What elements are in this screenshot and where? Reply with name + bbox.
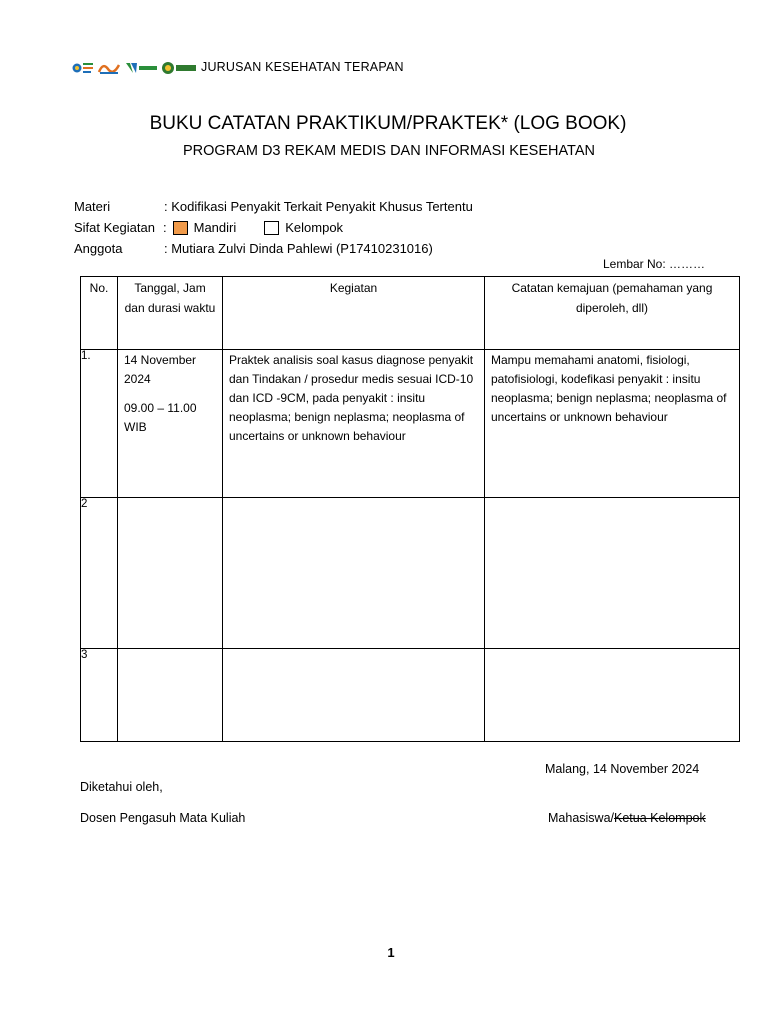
sifat-row xyxy=(74,217,473,238)
department-name: JURUSAN KESEHATAN TERAPAN xyxy=(201,60,404,74)
row-progress-cell[interactable] xyxy=(485,649,740,742)
activity-info xyxy=(74,196,473,259)
mandiri-checkbox[interactable] xyxy=(173,221,188,235)
materi-label: Materi xyxy=(74,199,111,214)
materi-row xyxy=(74,196,473,217)
document-header xyxy=(72,60,404,74)
row-number: 1. xyxy=(81,350,118,498)
row-date-cell[interactable] xyxy=(118,498,223,649)
row-progress-cell[interactable] xyxy=(485,350,740,498)
berakhlak-logo-icon xyxy=(97,60,121,74)
table-header-row xyxy=(81,277,740,350)
sheet-number: Lembar No: ……… xyxy=(602,257,705,271)
row-date-cell xyxy=(118,350,223,498)
page-number: 1 xyxy=(387,945,395,960)
row-time: 09.00 – 11.00 WIB xyxy=(124,401,197,434)
table-row xyxy=(81,498,740,649)
logo-strip xyxy=(72,60,197,74)
row-number: 3 xyxy=(81,649,118,742)
table-row xyxy=(81,649,740,742)
bangga-melayani-logo-icon xyxy=(124,60,158,74)
row-activity: Praktek analisis soal kasus diagnose penyakit dan Tindakan / prosedur medis sesuai ICD-10 dan ICD -9CM, pada penyakit : insitu neoplasma; benign neplasma; neoplasma of uncertains or unknown behaviour xyxy=(229,353,474,443)
anggota-row xyxy=(74,238,473,259)
anggota-label: Anggota xyxy=(74,241,123,256)
row-activity-cell[interactable] xyxy=(223,649,485,742)
table-row xyxy=(81,350,740,498)
row-progress-cell[interactable] xyxy=(485,498,740,649)
logbook-table xyxy=(80,276,740,742)
ministry-logo-icon xyxy=(72,60,94,74)
sifat-label: Sifat Kegiatan xyxy=(74,220,155,235)
known-by: Diketahui oleh, xyxy=(80,780,163,794)
student-role: Mahasiswa/ xyxy=(548,811,614,825)
anggota-value: : Mutiara Zulvi Dinda Pahlewi (P17410231016) xyxy=(164,241,433,256)
row-progress: Mampu memahami anatomi, fisiologi, patofisiologi, kodefikasi penyakit : insitu neoplasma; benign neplasma; neoplasma of uncertains or unknown behaviour xyxy=(491,353,727,424)
mandiri-label: Mandiri xyxy=(193,220,237,235)
row-number: 2 xyxy=(81,498,118,649)
header-activity: Kegiatan xyxy=(223,277,485,350)
kelompok-label: Kelompok xyxy=(285,220,344,235)
kelompok-checkbox[interactable] xyxy=(264,221,279,235)
header-no: No. xyxy=(81,277,118,350)
materi-value: : Kodifikasi Penyakit Terkait Penyakit Khusus Tertentu xyxy=(164,199,473,214)
student-role-struck: Ketua Kelompok xyxy=(614,811,706,825)
document-title: BUKU CATATAN PRAKTIKUM/PRAKTEK* (LOG BOOK) xyxy=(149,113,627,134)
poltekkes-logo-icon xyxy=(161,60,197,74)
row-activity-cell[interactable] xyxy=(223,350,485,498)
program-subtitle: PROGRAM D3 REKAM MEDIS DAN INFORMASI KESEHATAN xyxy=(183,143,595,159)
header-date: Tanggal, Jam dan durasi waktu xyxy=(118,277,223,350)
row-activity-cell[interactable] xyxy=(223,498,485,649)
row-date-cell[interactable] xyxy=(118,649,223,742)
student-signature-label xyxy=(548,811,706,825)
lecturer-signature-label: Dosen Pengasuh Mata Kuliah xyxy=(80,811,246,825)
place-date: Malang, 14 November 2024 xyxy=(545,762,700,776)
header-progress: Catatan kemajuan (pemahaman yang diperoleh, dll) xyxy=(485,277,740,350)
row-date: 14 November 2024 xyxy=(124,353,197,386)
sifat-colon: : xyxy=(163,220,167,235)
